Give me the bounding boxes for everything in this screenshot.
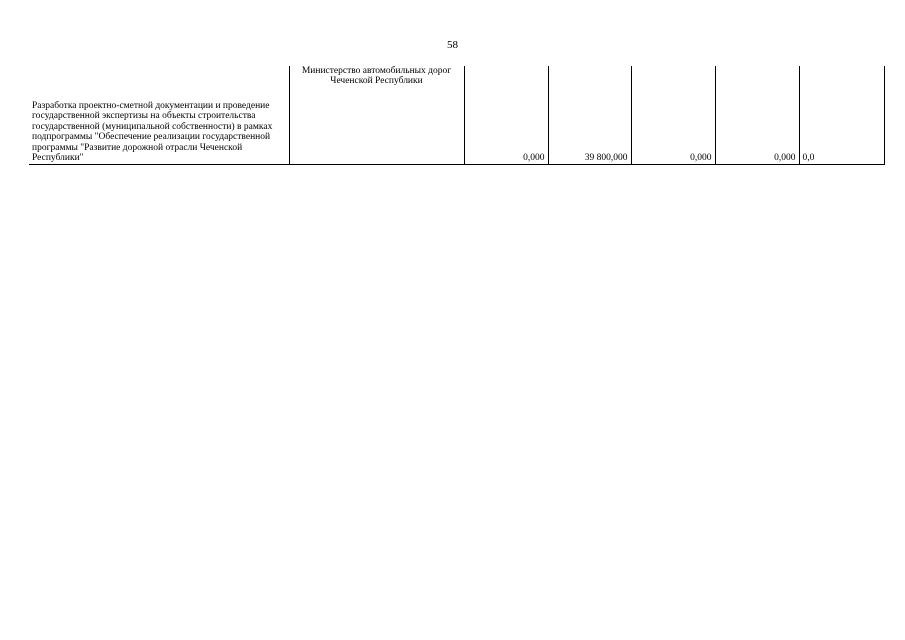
table-row xyxy=(29,66,884,164)
value-cell: 0,0 xyxy=(799,66,884,164)
value-cell: 0,000 xyxy=(631,66,715,164)
value-cell: 0,000 xyxy=(464,66,548,164)
activity-description-cell: Разработка проектно-сметной документации и проведение государственной экспертизы на объекты строительства государственной (муниципальной собственности) в рамках подпрограммы "Обеспечение реализации государственной программы "Развитие дорожной отрасли Чеченской Республики" xyxy=(29,66,289,164)
budget-table xyxy=(29,66,885,165)
responsible-executor-cell: Министерство автомобильных дорог Чеченской Республики xyxy=(289,66,464,164)
value-cell: 39 800,000 xyxy=(548,66,631,164)
value-cell: 0,000 xyxy=(715,66,799,164)
page-number: 58 xyxy=(447,39,458,51)
